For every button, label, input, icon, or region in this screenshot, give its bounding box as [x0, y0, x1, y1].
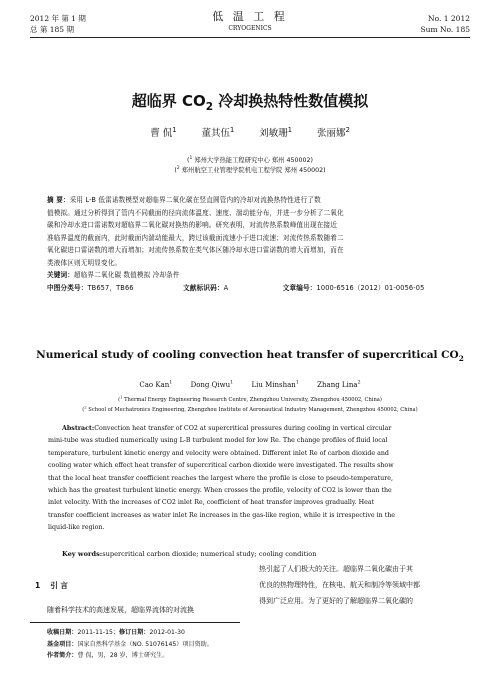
keywords-en-label: Key words: [62, 550, 103, 558]
author-cn: 曹 侃$^1$ [150, 125, 177, 139]
article-number: 1000-6516（2012）01-0056-05 [316, 283, 425, 292]
affiliations-cn [30, 156, 470, 176]
header-year-issue: 2012 年 第 1 期 [30, 14, 86, 23]
keywords-en: Key words:supercritical carbon dioxide; numerical study; cooling condition [62, 550, 317, 558]
abstract-en-label: Abstract: [62, 425, 95, 432]
paper-title-cn: 超临界 $CO_2$ 冷却换热特性数值模拟 [131, 92, 369, 113]
header-total-issue: 总 第 185 期 [30, 25, 74, 34]
abstract-en [48, 423, 458, 535]
abstract-cn-line: 摘 要：采用 L-B 低雷诺数模型对超临界二氧化碳在竖直圆管内的冷却对流换热特性进行了数 [47, 196, 321, 204]
author-cn: 张丽娜$^2$ [317, 125, 350, 139]
header-no-year: No. 1 2012 [428, 14, 470, 23]
affiliation-en: ($^2$ School of Mechatronics Engineering, Zhengzhou Institute of Aeronautical Industry Management, Zhengzhou 450002, China) [82, 405, 418, 413]
author-en: Zhang Lina$^2$ [317, 379, 361, 389]
footnote-fund: 基金项目：国家自然科学基金（NO. 51076145）项目资助。 [47, 640, 213, 648]
keywords-cn-label: 关键词： [47, 271, 74, 279]
author-cn: 刘敏珊$^1$ [259, 125, 293, 139]
right-column-text: 热引起了人们极大的关注。超临界二氧化碳由于其 优良的热物理特性，在核电、航天和制冷等领域中都 得到广泛应用。为了更好的了解超临界二氧化碳的 [259, 565, 420, 605]
abstract-cn-line: 碳和冷却水进口雷诺数对超临界二氧化碳对换热的影响。研究表明，对流传热系数峰值出现在接近 [47, 221, 337, 229]
footnote-rule [30, 622, 240, 623]
abstract-en-line: cooling water which effect heat transfer of supercritical carbon dioxide were investigated. The results show [48, 462, 394, 470]
abstract-cn [47, 194, 457, 294]
left-column-text: 随着科学技术的高速发展，超临界流体的对流换 [47, 606, 194, 614]
abstract-cn-line: 类液体区则无明显变化。 [47, 258, 122, 267]
header-issue-en [421, 13, 471, 35]
authors-en [30, 380, 470, 391]
author-en: Liu Minshan$^1$ [251, 379, 299, 389]
journal-name-cn: 低 温 工 程 [212, 10, 288, 23]
abstract-cn-line: 值模拟。通过分析得到了管内不同截面的径向流体温度、速度、湍动能分布，并进一步分析了二氧化 [47, 208, 344, 217]
footnote [47, 627, 247, 662]
header-issue-cn [30, 13, 86, 35]
authors-cn [30, 127, 470, 141]
journal-name-en: CRYOGENICS [228, 25, 272, 32]
author-en: Cao Kan$^1$ [139, 379, 173, 389]
abstract-cn-line: 准临界温度的截面内，此时截面内湍动能最大，跨过该截面流速小于进口流速；对流传热系数随着二 [47, 233, 344, 242]
abstract-cn-label: 摘 要： [47, 196, 70, 204]
section-heading: 1 引 言 [35, 581, 68, 590]
paper-title-en: Numerical study of cooling convection heat transfer of supercritical $CO_2$ [36, 349, 464, 364]
footnote-dates: 收稿日期：2011-11-15；修订日期：2012-01-30 [47, 629, 185, 636]
document-code: A [223, 283, 229, 292]
abstract-en-line: Abstract:Convection heat transfer of CO2 at supercritical pressures during cooling in vertical circular [62, 425, 392, 432]
author-en: Dong Qiwu$^1$ [190, 379, 234, 389]
abstract-en-line: liquid-like region. [48, 524, 105, 532]
abstract-cn-line: 氧化碳进口雷诺数的增大而增加；对流传热系数在类气体区随冷却水进口雷诺数的增大而增加，而在 [47, 246, 344, 254]
classification-line: 中图分类号：TB657，TB66 文献标识码：A 文章编号：1000-6516（2012）01-0056-05 [47, 283, 425, 292]
affiliation-en: ($^1$ Thermal Energy Engineering Research Centre, Zhengzhou University, Zhengzhou 450002, China) [118, 395, 382, 403]
keywords-cn: 关键词：超临界二氧化碳 数值模拟 冷却条件 [47, 271, 180, 279]
footnote-bio: 作者简介：曹 侃，男，28 岁，博士研究生。 [47, 652, 169, 659]
abstract-en-line: that the local heat transfer coefficient reaches the largest where the profile is close to pseudo-temperature, [48, 474, 393, 482]
abstract-en-line: mini-tube was studied numerically using L-B turbulent model for low Re. The change profiles of fluid local [48, 437, 388, 445]
clc-number: TB657，TB66 [87, 283, 134, 292]
affiliation-cn: ($^1$ 郑州大学热能工程研究中心 郑州 450002) [187, 155, 313, 164]
header-journal [180, 10, 320, 33]
header-rule [30, 37, 470, 38]
abstract-en-line: which has the greatest turbulent kinetic energy. When crosses the profile, velocity of CO2 is lower than the [48, 487, 392, 495]
abstract-en-line: temperature, turbulent kinetic energy and velocity were obtained. Different inlet Re of carbon dioxide and [48, 449, 389, 457]
author-cn: 董其伍$^1$ [201, 125, 235, 139]
abstract-en-line: inlet velocity. With the increases of CO2 inlet Re, coefficient of heat transfer improves gradually. Heat [48, 499, 375, 507]
header-sum-no: Sum No. 185 [420, 25, 470, 34]
abstract-en-line: transfer coefficient increases as water inlet Re increases in the gas-like region, while it is irrespective in the [48, 511, 396, 519]
affiliations-en [30, 395, 470, 415]
affiliation-cn: ($^2$ 郑州航空工业管理学院机电工程学院 郑州 450002) [174, 165, 326, 174]
